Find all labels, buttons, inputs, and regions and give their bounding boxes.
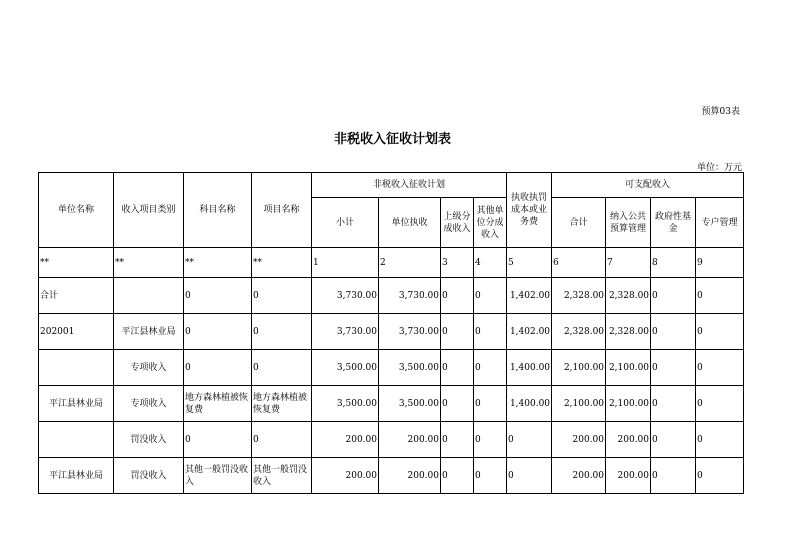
cell-total: 2,100.00 [552,386,606,422]
cell-public-budget: 2,328.00 [606,314,651,350]
index-cell: 1 [312,248,379,278]
index-cell: ** [39,248,114,278]
page-title: 非税收入征收计划表 [333,132,451,147]
table-row [39,314,744,350]
cell-subtotal: 3,730.00 [312,314,379,350]
header-unit-name: 单位名称 [39,173,114,248]
cell-public-budget: 200.00 [606,422,651,458]
cell-total: 2,328.00 [552,278,606,314]
cell-subject-name: 0 [184,278,252,314]
cell-subject-name: 0 [184,314,252,350]
index-cell: 4 [474,248,507,278]
index-cell: ** [252,248,312,278]
table-row [39,386,744,422]
cell-enforcement-cost: 1,402.00 [507,314,552,350]
cell-item-name: 0 [252,422,312,458]
header-gov-fund: 政府性基金 [651,198,696,248]
cell-unit-collection: 3,730.00 [379,278,441,314]
cell-other-unit-share: 0 [474,458,507,494]
index-cell: 2 [379,248,441,278]
cell-subtotal: 200.00 [312,422,379,458]
cell-total: 2,328.00 [552,314,606,350]
cell-unit-name: 202001 [39,314,114,350]
cell-unit-name: 合计 [39,278,114,314]
cell-enforcement-cost: 1,400.00 [507,350,552,386]
cell-item-name: 地方森林植被恢复费 [252,386,312,422]
cell-income-category: 平江县林业局 [114,314,184,350]
cell-superior-share: 0 [441,278,474,314]
cell-item-name: 0 [252,278,312,314]
cell-item-name: 0 [252,350,312,386]
header-unit-collection: 单位执收 [379,198,441,248]
cell-unit-name [39,350,114,386]
cell-other-unit-share: 0 [474,350,507,386]
cell-income-category: 专项收入 [114,350,184,386]
cell-subject-name: 地方森林植被恢复费 [184,386,252,422]
index-cell: ** [184,248,252,278]
header-enforcement-cost: 执收执罚成本或业务费 [507,173,552,248]
cell-unit-collection: 200.00 [379,422,441,458]
cell-public-budget: 2,328.00 [606,278,651,314]
cell-gov-fund: 0 [651,422,696,458]
cell-enforcement-cost: 1,402.00 [507,278,552,314]
cell-other-unit-share: 0 [474,314,507,350]
cell-subtotal: 3,730.00 [312,278,379,314]
cell-special-account: 0 [696,458,744,494]
table-row [39,458,744,494]
cell-special-account: 0 [696,422,744,458]
index-cell: 3 [441,248,474,278]
header-disposable-group: 可支配收入 [552,173,744,198]
cell-subject-name: 0 [184,422,252,458]
cell-total: 200.00 [552,422,606,458]
cell-gov-fund: 0 [651,386,696,422]
cell-superior-share: 0 [441,386,474,422]
cell-gov-fund: 0 [651,314,696,350]
cell-subject-name: 其他一般罚没收入 [184,458,252,494]
cell-special-account: 0 [696,278,744,314]
cell-other-unit-share: 0 [474,422,507,458]
index-cell: 7 [606,248,651,278]
index-cell: 8 [651,248,696,278]
header-special-account: 专户管理 [696,198,744,248]
cell-public-budget: 2,100.00 [606,350,651,386]
table-row [39,278,744,314]
cell-unit-collection: 3,730.00 [379,314,441,350]
header-subtotal: 小计 [312,198,379,248]
cell-superior-share: 0 [441,314,474,350]
cell-income-category: 专项收入 [114,386,184,422]
cell-total: 200.00 [552,458,606,494]
cell-unit-collection: 200.00 [379,458,441,494]
cell-subject-name: 0 [184,350,252,386]
index-cell: 6 [552,248,606,278]
cell-special-account: 0 [696,314,744,350]
cell-enforcement-cost: 1,400.00 [507,386,552,422]
index-cell: 9 [696,248,744,278]
cell-superior-share: 0 [441,422,474,458]
cell-special-account: 0 [696,350,744,386]
cell-unit-name [39,422,114,458]
cell-gov-fund: 0 [651,278,696,314]
header-public-budget: 纳入公共预算管理 [606,198,651,248]
header-subject-name: 科目名称 [184,173,252,248]
cell-other-unit-share: 0 [474,386,507,422]
cell-income-category: 罚没收入 [114,422,184,458]
cell-unit-name: 平江县林业局 [39,458,114,494]
cell-unit-collection: 3,500.00 [379,386,441,422]
cell-superior-share: 0 [441,350,474,386]
cell-enforcement-cost: 0 [507,422,552,458]
cell-enforcement-cost: 0 [507,458,552,494]
unit-label: 单位：万元 [696,163,742,173]
cell-superior-share: 0 [441,458,474,494]
cell-subtotal: 200.00 [312,458,379,494]
cell-public-budget: 2,100.00 [606,386,651,422]
index-cell: ** [114,248,184,278]
header-item-name: 项目名称 [252,173,312,248]
index-row [39,248,744,278]
form-code: 预算03表 [701,107,740,117]
cell-subtotal: 3,500.00 [312,350,379,386]
header-total: 合计 [552,198,606,248]
index-cell: 5 [507,248,552,278]
cell-unit-name: 平江县林业局 [39,386,114,422]
revenue-plan-table [38,172,744,494]
table-row [39,422,744,458]
cell-total: 2,100.00 [552,350,606,386]
cell-item-name: 0 [252,314,312,350]
cell-item-name: 其他一般罚没收入 [252,458,312,494]
cell-income-category: 罚没收入 [114,458,184,494]
header-other-unit-share: 其他单位分成收入 [474,198,507,248]
cell-income-category [114,278,184,314]
cell-public-budget: 200.00 [606,458,651,494]
cell-special-account: 0 [696,386,744,422]
table-row [39,350,744,386]
header-income-category: 收入项目类别 [114,173,184,248]
cell-other-unit-share: 0 [474,278,507,314]
cell-unit-collection: 3,500.00 [379,350,441,386]
header-plan-group: 非税收入征收计划 [312,173,507,198]
header-superior-share: 上级分成收入 [441,198,474,248]
cell-subtotal: 3,500.00 [312,386,379,422]
cell-gov-fund: 0 [651,350,696,386]
cell-gov-fund: 0 [651,458,696,494]
